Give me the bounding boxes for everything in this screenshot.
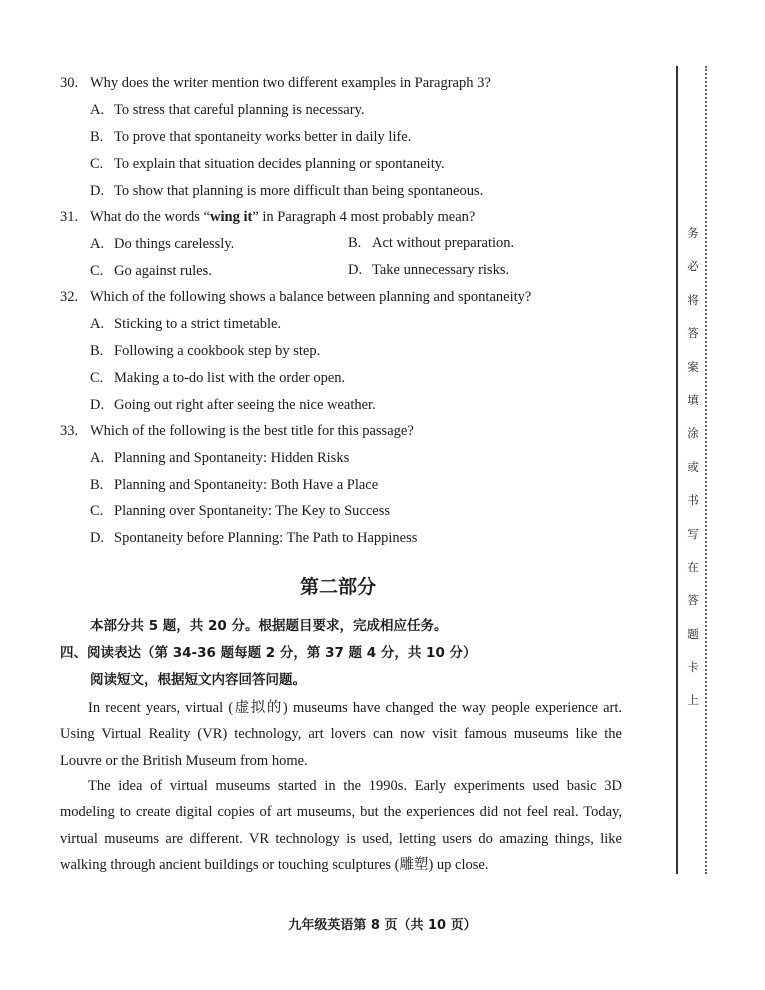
- passage-paragraph: [60, 695, 622, 774]
- option-letter: D.: [90, 397, 105, 413]
- question-number: 33.: [60, 423, 79, 439]
- option-letter: C.: [90, 370, 104, 386]
- passage-paragraph-text: In recent years, virtual (虚拟的) museums have changed the way people experience art. Using Virtual Reality (VR) technology, art lovers can now visit famous museums like the Louvre or the British Museum from home.: [60, 700, 622, 769]
- question-number: 31.: [60, 209, 79, 225]
- binding-dotted-line: [705, 66, 707, 874]
- option-text: Planning and Spontaneity: Hidden Risks: [114, 450, 350, 466]
- side-notice-char: 答: [687, 593, 699, 608]
- option-letter: C.: [90, 503, 104, 519]
- option-text: Act without preparation.: [372, 235, 515, 251]
- question-text: Which of the following shows a balance between planning and spontaneity?: [90, 289, 532, 305]
- side-notice-char: 在: [687, 559, 699, 574]
- option-letter: A.: [90, 450, 105, 466]
- option-letter: B.: [90, 477, 104, 493]
- option-text: Following a cookbook step by step.: [114, 343, 321, 359]
- option-text: Spontaneity before Planning: The Path to Happiness: [114, 530, 418, 546]
- side-notice-char: 填: [687, 392, 699, 407]
- option-text: Going out right after seeing the nice weather.: [114, 397, 376, 413]
- side-notice-char: 写: [687, 526, 699, 541]
- binding-line: [676, 66, 678, 874]
- side-notice-char: 题: [687, 626, 699, 641]
- side-notice-char: 上: [687, 693, 699, 708]
- option-text: Sticking to a strict timetable.: [114, 316, 282, 332]
- side-notice-char: 或: [687, 459, 699, 474]
- side-notice-char: 卡: [687, 660, 699, 675]
- question-text-end: ” in Paragraph 4 most probably mean?: [252, 209, 476, 225]
- option-letter: C.: [90, 156, 104, 172]
- question-text: [90, 210, 475, 225]
- side-notice-char: 涂: [687, 426, 699, 441]
- side-notice-char: 案: [687, 359, 699, 374]
- side-notice: [684, 226, 702, 707]
- section-heading: 四、阅读表达（第 34-36 题每题 2 分，第 37 题 4 分，共 10 分）: [60, 645, 477, 661]
- option-letter: A.: [90, 102, 105, 118]
- option-text: Take unnecessary risks.: [372, 262, 510, 278]
- option-text: Planning over Spontaneity: The Key to Success: [114, 503, 390, 519]
- option-text: To show that planning is more difficult than being spontaneous.: [114, 183, 484, 199]
- option-letter: D.: [90, 183, 105, 199]
- side-notice-char: 将: [687, 292, 699, 307]
- option-letter: B.: [90, 343, 104, 359]
- option-letter: D.: [90, 530, 105, 546]
- option-text: To stress that careful planning is necessary.: [114, 102, 365, 118]
- question-number: 30.: [60, 75, 79, 91]
- side-notice-char: 书: [687, 493, 699, 508]
- part-two-title: 第二部分: [300, 576, 377, 598]
- passage-paragraph: [60, 773, 622, 878]
- option-text: To explain that situation decides planning or spontaneity.: [114, 156, 445, 172]
- side-notice-char: 务: [687, 226, 699, 240]
- passage-paragraph-text: The idea of virtual museums started in the 1990s. Early experiments used basic 3D modeling to create digital copies of art museums, but the experiences did not feel real. Today, virtual museums are different. VR technology is used, letting users do amazing things, like walking through ancient buildings or touching sculptures (雕塑) up close.: [60, 778, 622, 873]
- question-text-start: What do the words “: [90, 209, 210, 225]
- option-text: To prove that spontaneity works better in daily life.: [114, 129, 412, 145]
- option-letter: A.: [90, 236, 105, 252]
- question-text: Why does the writer mention two different examples in Paragraph 3?: [90, 75, 491, 91]
- reading-instruction: 阅读短文，根据短文内容回答问题。: [90, 672, 306, 688]
- question-text-bold: wing it: [210, 209, 253, 225]
- side-notice-char: 答: [687, 326, 699, 341]
- option-text: Making a to-do list with the order open.: [114, 370, 346, 386]
- question-text: Which of the following is the best title for this passage?: [90, 423, 414, 439]
- option-letter: B.: [90, 129, 104, 145]
- option-text: Planning and Spontaneity: Both Have a Place: [114, 477, 379, 493]
- page-footer: 九年级英语第 8 页（共 10 页）: [288, 918, 477, 933]
- part-two-intro: 本部分共 5 题，共 20 分。根据题目要求，完成相应任务。: [90, 618, 448, 634]
- option-letter: D.: [348, 262, 363, 278]
- option-text: Go against rules.: [114, 263, 212, 279]
- option-letter: A.: [90, 316, 105, 332]
- side-notice-char: 必: [687, 259, 699, 274]
- question-number: 32.: [60, 289, 79, 305]
- option-letter: B.: [348, 235, 362, 251]
- option-text: Do things carelessly.: [114, 236, 235, 252]
- option-letter: C.: [90, 263, 104, 279]
